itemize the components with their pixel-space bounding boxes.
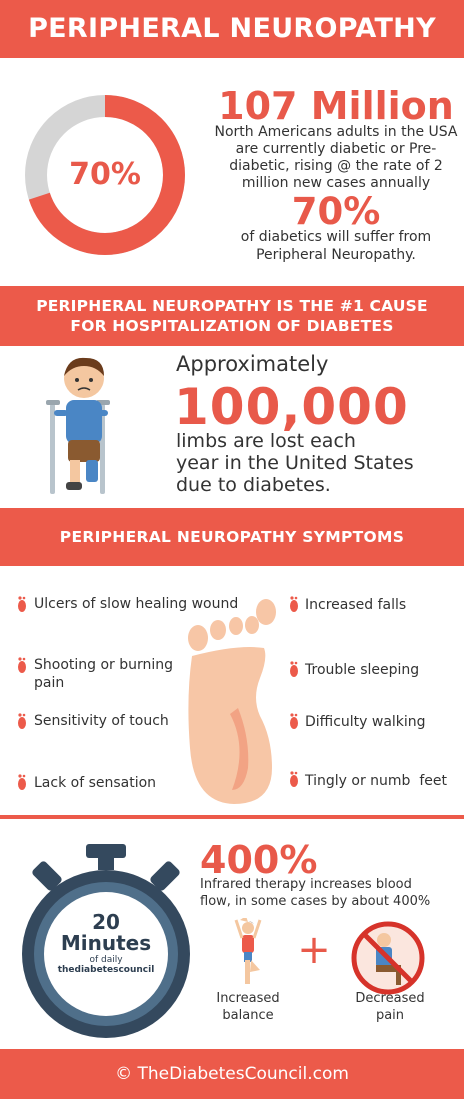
symptom-left-2-line-1: Shooting or burning: [34, 657, 174, 673]
footprint-icon: [288, 595, 300, 613]
boy-on-crutches-icon: [40, 352, 130, 500]
footprint-icon: [16, 656, 28, 674]
footprint-icon: [16, 595, 28, 613]
footprint-icon: [16, 773, 28, 791]
symptom-left-4: Lack of sensation: [34, 775, 157, 791]
limbs-intro: Approximately: [176, 352, 329, 376]
balance-label: [198, 990, 298, 1024]
footprint-icon: [288, 712, 300, 730]
pain-label-line-1: Decreased: [355, 991, 425, 1006]
pain-label: [342, 990, 438, 1024]
limbs-line-2: year in the United States: [176, 452, 414, 474]
footprint-icon: [288, 770, 300, 788]
symptom-right-3: Difficulty walking: [305, 714, 426, 730]
stopwatch-number: 20: [92, 910, 120, 934]
symptoms-band: [0, 508, 464, 566]
therapy-description: [200, 876, 458, 910]
donut-label: 70%: [69, 157, 141, 192]
plus-sign: +: [297, 927, 331, 973]
limbs-description: [176, 430, 446, 496]
symptom-right-4: Tingly or numb feet: [305, 773, 447, 789]
pain-label-line-2: pain: [375, 1008, 405, 1023]
footprint-icon: [16, 712, 28, 730]
limbs-line-3: due to diabetes.: [176, 474, 331, 496]
headline-description: North Americans adults in the USA are currently diabetic or Pre-diabetic, rising @ the rate of 2 million new cases annually: [214, 124, 458, 191]
symptom-right-2: Trouble sleeping: [305, 662, 420, 678]
footprint-icon: [288, 660, 300, 678]
section-divider: [0, 815, 464, 819]
balance-label-line-1: Increased: [216, 991, 280, 1006]
limbs-line-1: limbs are lost each: [176, 430, 356, 452]
footer-credit[interactable]: © TheDiabetesCouncil.com: [115, 1064, 349, 1084]
hospitalization-band: [0, 286, 464, 346]
balance-label-line-2: balance: [222, 1008, 274, 1023]
symptom-right-1: Increased falls: [305, 597, 407, 613]
stopwatch-unit: Minutes: [60, 931, 152, 955]
symptom-left-1: Ulcers of slow healing wound: [34, 596, 239, 612]
therapy-line-1: Infrared therapy increases blood: [200, 877, 412, 892]
page-title: PERIPHERAL NEUROPATHY: [28, 13, 436, 44]
foot-icon: [178, 598, 282, 808]
headline-stat: 107 Million: [218, 84, 454, 128]
therapy-line-2: flow, in some cases by about 400%: [200, 894, 431, 909]
hospitalization-line-1: PERIPHERAL NEUROPATHY IS THE #1 CAUSE: [36, 297, 428, 315]
title-band: [0, 0, 464, 58]
hospitalization-line-2: FOR HOSPITALIZATION OF DIABETES: [70, 317, 394, 335]
stopwatch-source: thediabetescouncil: [57, 965, 155, 975]
yoga-person-icon: [220, 918, 276, 986]
stopwatch-daily: of daily: [89, 955, 123, 965]
symptom-left-2: [34, 656, 173, 692]
symptoms-title: PERIPHERAL NEUROPATHY SYMPTOMS: [59, 528, 405, 546]
footer-band: [0, 1049, 464, 1099]
percent-stat: 70%: [291, 190, 381, 233]
limbs-number: 100,000: [174, 378, 409, 436]
no-sitting-icon: [350, 920, 426, 996]
percent-description: of diabetics will suffer from Peripheral Neuropathy.: [240, 229, 432, 263]
symptom-left-3: Sensitivity of touch: [34, 713, 169, 729]
therapy-headline: 400%: [200, 838, 318, 882]
symptom-left-2-line-2: pain: [34, 675, 65, 691]
